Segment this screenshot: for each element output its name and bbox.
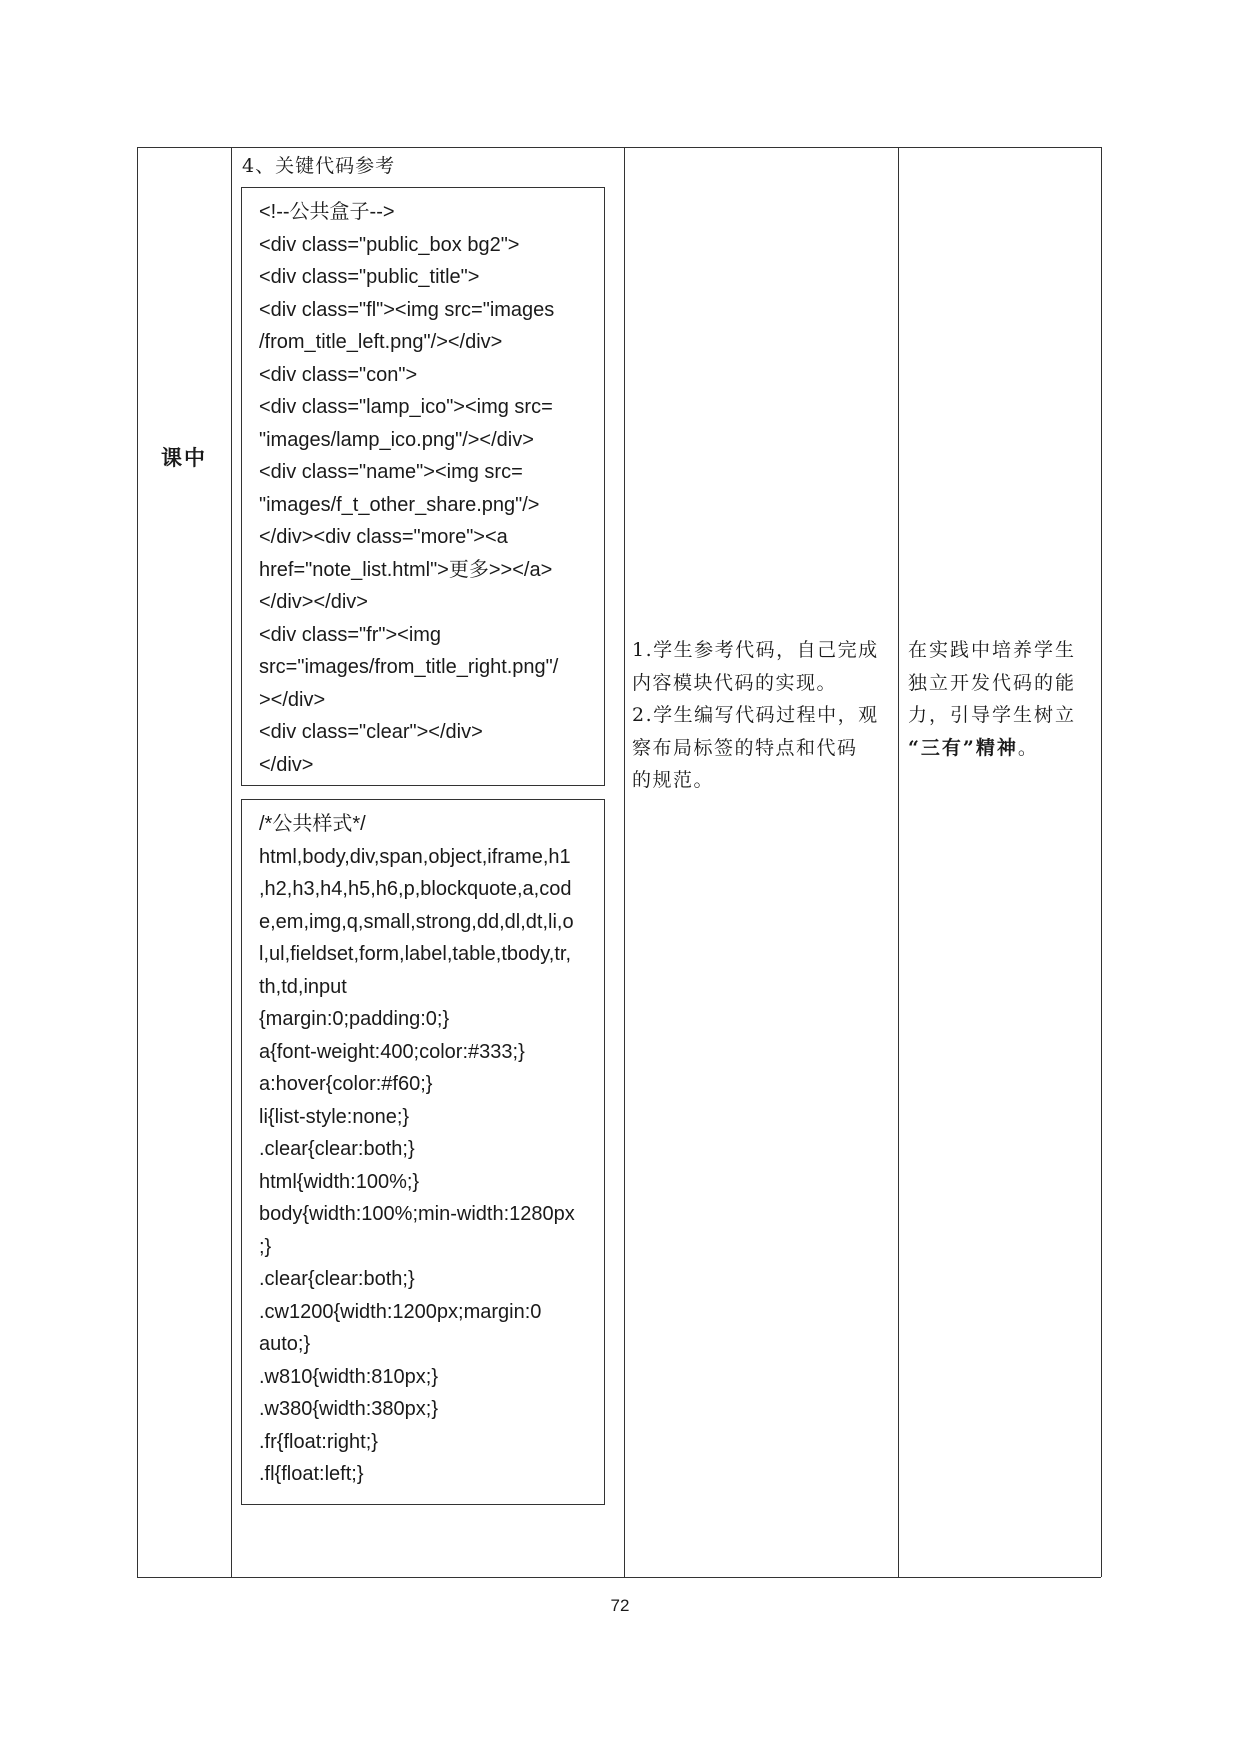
three-haves-emphasis: “三有”精神 xyxy=(908,736,1018,759)
html-code-lines xyxy=(242,188,604,781)
html-code-line: <div class="name"><img src= xyxy=(259,461,523,483)
css-code-line: .fl{float:left;} xyxy=(259,1463,364,1485)
stage-label: 课中 xyxy=(161,446,207,470)
design-intent-line xyxy=(908,732,1094,765)
css-code-line: html{width:100%;} xyxy=(259,1170,420,1193)
css-code-line: l,ul,fieldset,form,label,table,tbody,tr, xyxy=(259,943,572,965)
css-code-line: ;} xyxy=(259,1235,272,1258)
css-code-line: .w810{width:810px;} xyxy=(259,1365,439,1388)
column-divider-2 xyxy=(624,147,625,1577)
html-code-line: "images/lamp_ico.png"/></div> xyxy=(259,428,534,451)
css-code-line: auto;} xyxy=(259,1333,311,1355)
html-code-line: <!--公共盒子--> xyxy=(259,201,395,223)
html-code-line: </div><div class="more"><a xyxy=(259,526,508,548)
css-code-line: ,h2,h3,h4,h5,h6,p,blockquote,a,cod xyxy=(259,878,572,900)
student-activity-text xyxy=(632,634,884,797)
html-code-line: href="note_list.html">更多>></a> xyxy=(259,558,553,581)
html-code-line: src="images/from_title_right.png"/ xyxy=(259,656,559,678)
css-code-line: e,em,img,q,small,strong,dd,dl,dt,li,o xyxy=(259,910,574,933)
lesson-table xyxy=(137,147,1101,1577)
css-code-line: .clear{clear:both;} xyxy=(259,1138,415,1160)
html-code-line: </div></div> xyxy=(259,591,368,613)
design-intent-line: 在实践中培养学生 xyxy=(908,639,1077,661)
css-code-line: a:hover{color:#f60;} xyxy=(259,1073,433,1095)
css-code-line: .fr{float:right;} xyxy=(259,1430,378,1453)
html-code-line: <div class="clear"></div> xyxy=(259,721,483,743)
html-code-line: <div class="fr"><img xyxy=(259,623,442,646)
student-activity-line: 的规范。 xyxy=(632,769,715,791)
table-top-border xyxy=(137,147,1101,148)
design-intent-tail: 。 xyxy=(1017,736,1039,759)
column-divider-1 xyxy=(231,147,232,1577)
css-code-line: a{font-weight:400;color:#333;} xyxy=(259,1040,525,1063)
html-code-line: ></div> xyxy=(259,688,326,711)
page-number: 72 xyxy=(610,1596,630,1615)
student-activity-line: 内容模块代码的实现。 xyxy=(632,671,838,694)
html-code-line: "images/f_t_other_share.png"/> xyxy=(259,493,540,516)
css-code-lines xyxy=(242,800,604,1491)
css-code-line: li{list-style:none;} xyxy=(259,1105,410,1128)
html-code-line: <div class="con"> xyxy=(259,363,418,386)
css-code-line: .clear{clear:both;} xyxy=(259,1268,415,1290)
table-left-border xyxy=(137,147,138,1577)
html-code-line: <div class="fl"><img src="images xyxy=(259,298,555,321)
column-divider-3 xyxy=(898,147,899,1577)
css-code-line: .w380{width:380px;} xyxy=(259,1398,439,1420)
css-code-line: th,td,input xyxy=(259,975,347,998)
html-code-line: <div class="lamp_ico"><img src= xyxy=(259,396,553,418)
student-activity-line: 2.学生编写代码过程中，观 xyxy=(632,704,879,726)
design-intent-line: 独立开发代码的能 xyxy=(908,671,1077,694)
css-code-line: body{width:100%;min-width:1280px xyxy=(259,1203,575,1225)
css-code-line: /*公共样式*/ xyxy=(259,813,366,835)
html-code-line: <div class="public_box bg2"> xyxy=(259,233,520,256)
html-code-line: <div class="public_title"> xyxy=(259,266,480,288)
css-code-line: html,body,div,span,object,iframe,h1 xyxy=(259,845,571,868)
design-intent-text xyxy=(908,634,1094,764)
html-code-line: </div> xyxy=(259,753,314,776)
design-intent-line: 力，引导学生树立 xyxy=(908,704,1077,726)
student-activity-line: 察布局标签的特点和代码 xyxy=(632,736,858,759)
html-code-line: /from_title_left.png"/></div> xyxy=(259,331,503,353)
student-activity-line: 1.学生参考代码，自己完成 xyxy=(632,639,879,661)
table-right-border xyxy=(1101,147,1102,1577)
css-code-line: {margin:0;padding:0;} xyxy=(259,1008,450,1030)
table-bottom-border xyxy=(137,1577,1101,1578)
step-title: 4、关键代码参考 xyxy=(242,155,396,177)
css-code-line: .cw1200{width:1200px;margin:0 xyxy=(259,1300,542,1323)
css-code-box xyxy=(241,799,605,1505)
html-code-box xyxy=(241,187,605,786)
